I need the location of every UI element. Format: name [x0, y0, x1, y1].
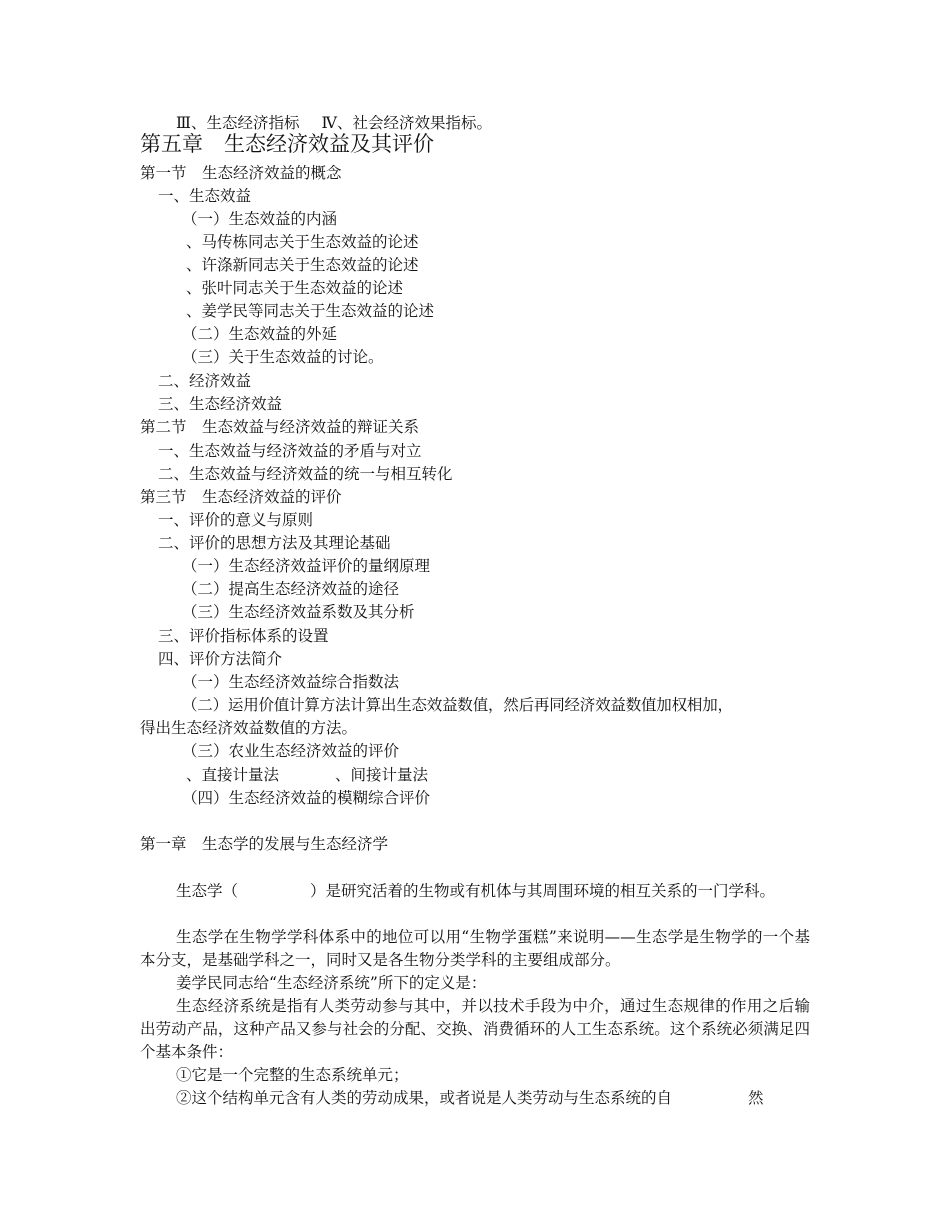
s3-item-1: 一、评价的意义与原则 — [158, 511, 314, 529]
paragraph-biology-cake: 生态学在生物学学科体系中的地位可以用“生物学蛋糕”来说明——生态学是生物学的一个基本分支，是基础学科之一，同时又是各生物分类学科的主要组成部分。 — [140, 928, 810, 969]
s1-item-1-a3: 、张叶同志关于生态效益的论述 — [186, 279, 404, 297]
condition-2-part-b: 然 — [748, 1089, 764, 1107]
s2-item-1: 一、生态效益与经济效益的矛盾与对立 — [158, 442, 422, 460]
paragraph-eco-economic-system: 生态经济系统是指有人类劳动参与其中，并以技术手段为中介，通过生态规律的作用之后输出劳动产品，这种产品又参与社会的分配、交换、消费循环的人工生态系统。这个系统必须满足四个基本条件： — [140, 997, 810, 1061]
paragraph-ecology-definition — [140, 880, 810, 903]
indirect-measure-method: 、间接计量法 — [335, 766, 429, 784]
s1-item-1: 一、生态效益 — [158, 187, 252, 205]
direct-measure-method: 、直接计量法 — [186, 766, 280, 784]
s3-item-4-b-line2: 得出生态经济效益数值的方法。 — [140, 719, 358, 737]
section-2-title: 第二节 生态效益与经济效益的辩证关系 — [140, 418, 420, 436]
s3-item-3: 三、评价指标体系的设置 — [158, 627, 329, 645]
section-1-title: 第一节 生态经济效益的概念 — [140, 164, 342, 182]
s3-item-4-b-line1: （二）运用价值计算方法计算出生态效益数值，然后再同经济效益数值加权相加， — [182, 696, 733, 714]
s2-item-2: 二、生态效益与经济效益的统一与相互转化 — [158, 465, 453, 483]
s3-item-4-c: （三）农业生态经济效益的评价 — [182, 742, 400, 760]
condition-1: ①它是一个完整的生态系统单元； — [176, 1066, 409, 1084]
indicator-iv: Ⅳ、社会经济效果指标。 — [321, 114, 492, 132]
s3-item-2-a: （一）生态经济效益评价的量纲原理 — [182, 557, 431, 575]
condition-2-part-a: ②这个结构单元含有人类的劳动成果，或者说是人类劳动与生态系统的自 — [176, 1089, 673, 1107]
s3-item-2-b: （二）提高生态经济效益的途径 — [182, 580, 400, 598]
s3-item-4-a: （一）生态经济效益综合指数法 — [182, 673, 400, 691]
indicator-line — [176, 113, 492, 133]
s3-item-2: 二、评价的思想方法及其理论基础 — [158, 534, 391, 552]
s1-item-1-a4: 、姜学民等同志关于生态效益的论述 — [186, 302, 435, 320]
chapter-5-title: 第五章 生态经济效益及其评价 — [140, 132, 434, 156]
s3-item-4: 四、评价方法简介 — [158, 650, 283, 668]
s1-item-1-b: （二）生态效益的外延 — [182, 325, 338, 343]
s1-item-1-a: （一）生态效益的内涵 — [182, 210, 338, 228]
s3-item-4-c-methods — [186, 765, 428, 785]
section-3-title: 第三节 生态经济效益的评价 — [140, 488, 342, 506]
p1-part-b: ）是研究活着的生物或有机体与其周围环境的相互关系的一门学科。 — [310, 882, 776, 900]
s3-item-2-c: （三）生态经济效益系数及其分析 — [182, 603, 415, 621]
condition-2 — [140, 1087, 810, 1110]
s1-item-3: 三、生态经济效益 — [158, 395, 283, 413]
s3-item-4-d: （四）生态经济效益的模糊综合评价 — [182, 789, 431, 807]
p1-part-a: 生态学（ — [176, 882, 239, 900]
s1-item-1-c: （三）关于生态效益的讨论。 — [182, 348, 384, 366]
s1-item-1-a2: 、许涤新同志关于生态效益的论述 — [186, 256, 419, 274]
s1-item-2: 二、经济效益 — [158, 372, 252, 390]
paragraph-definition-intro: 姜学民同志给“生态经济系统”所下的定义是： — [176, 974, 487, 992]
indicator-iii: Ⅲ、生态经济指标 — [176, 114, 300, 132]
chapter-1-title: 第一章 生态学的发展与生态经济学 — [140, 835, 389, 853]
s1-item-1-a1: 、马传栋同志关于生态效益的论述 — [186, 233, 419, 251]
